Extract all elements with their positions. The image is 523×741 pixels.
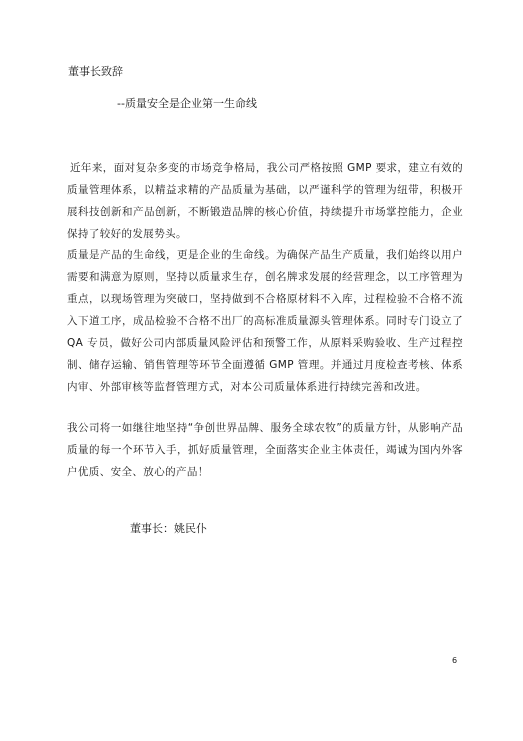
signature-line: 董事长：姚民仆: [130, 522, 207, 535]
page-number: 6: [452, 656, 458, 665]
paragraph-quality: 质量是产品的生命线，更是企业的生命线。为确保产品生产质量，我们始终以用户需要和满意为原则，坚持以质量求生存，创名牌求发展的经营理念，以工序管理为重点，以现场管理为突破口，坚持做到不合格原材料不入库，过程检验不合格不流入下道工序，成品检验不合格不出厂的高标准质量源头管理体系。同时专门设立了 QA 专员，做好公司内部质量风险评估和预警工作，从原料采购验收、生产过程控制、储存运输、销售管理等环节全面遵循 GMP 管理。并通过月度检查考核、体系内审、外部审核等监督管理方式，对本公司质量体系进行持续完善和改进。: [67, 249, 463, 393]
paragraph-commitment: 我公司将一如继往地坚持“争创世界品牌、服务全球农牧”的质量方针，从影响产品质量的每一个环节入手，抓好质量管理，全面落实企业主体责任，竭诚为国内外客户优质、安全、放心的产品！: [67, 422, 463, 478]
paragraph-intro: 近年来，面对复杂多变的市场竞争格局，我公司严格按照 GMP 要求，建立有效的质量管理体系，以精益求精的产品质量为基础，以严谨科学的管理为纽带，积极开展科技创新和产品创新，不断锻造品牌的核心价值，持续提升市场掌控能力，企业保持了较好的发展势头。: [67, 162, 463, 240]
page-subtitle: --质量安全是企业第一生命线: [117, 97, 257, 110]
page-title: 董事长致辞: [68, 65, 123, 78]
